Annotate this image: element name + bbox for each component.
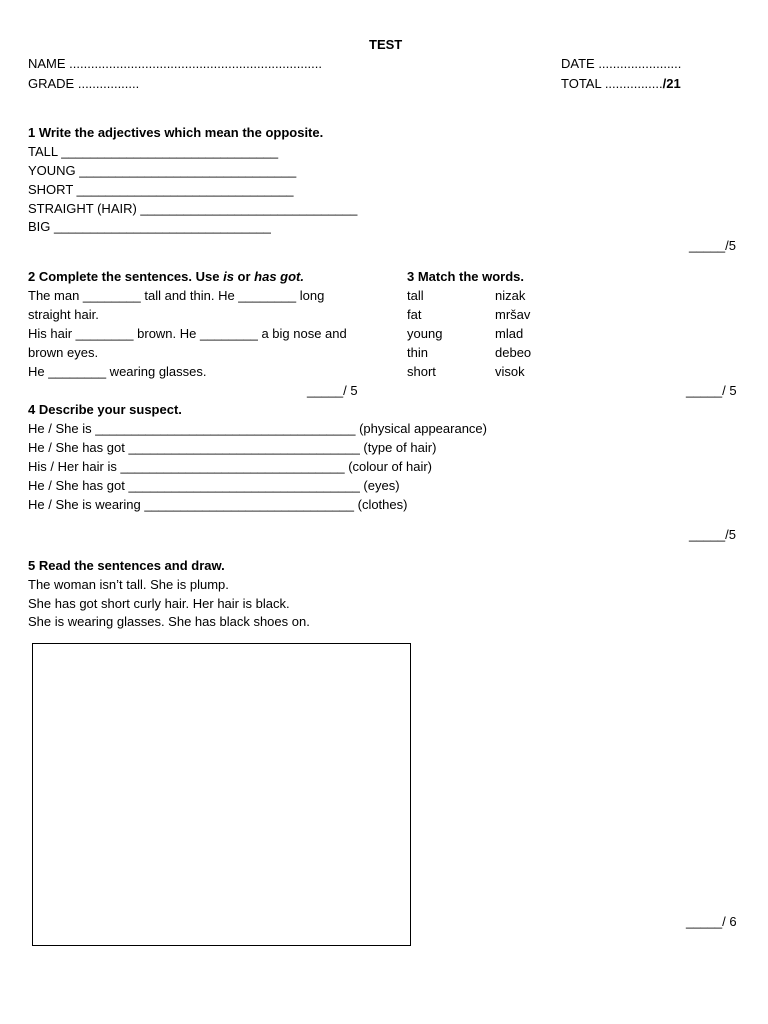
section1-line: STRAIGHT (HAIR) ______________________________: [28, 201, 358, 216]
total-value: /21: [662, 76, 681, 91]
total-field: [561, 76, 681, 92]
section2-line: straight hair.: [28, 307, 99, 322]
section1-score: _____/5: [689, 238, 736, 253]
drawing-box[interactable]: [32, 643, 411, 946]
section2-line: brown eyes.: [28, 345, 99, 360]
section2-heading-is: is: [223, 269, 234, 284]
total-prefix: TOTAL ................: [561, 76, 663, 91]
test-title: TEST: [369, 37, 403, 52]
match-right-word: mršav: [495, 307, 531, 322]
match-left-word: thin: [407, 345, 428, 360]
section2-score: _____/ 5: [307, 383, 358, 398]
section5-line: The woman isn’t tall. She is plump.: [28, 577, 229, 592]
section3-score: _____/ 5: [686, 383, 737, 398]
section5-line: She has got short curly hair. Her hair is black.: [28, 596, 290, 611]
section1-line: YOUNG ______________________________: [28, 163, 297, 178]
section5-score: _____/ 6: [686, 914, 737, 929]
section4-line: He / She is wearing _____________________________ (clothes): [28, 497, 408, 512]
match-left-word: tall: [407, 288, 424, 303]
match-left-word: fat: [407, 307, 422, 322]
section4-heading: 4 Describe your suspect.: [28, 402, 182, 417]
section4-line: He / She is ____________________________________ (physical appearance): [28, 421, 487, 436]
section2-line: He ________ wearing glasses.: [28, 364, 207, 379]
section4-line: He / She has got ________________________________ (type of hair): [28, 440, 437, 455]
section2-heading-hasgot: has got.: [254, 269, 304, 284]
match-right-word: mlad: [495, 326, 524, 341]
section2-heading-start: 2 Complete the sentences. Use: [28, 269, 224, 284]
section2-heading: [28, 269, 304, 285]
section4-line: His / Her hair is _______________________________ (colour of hair): [28, 459, 433, 474]
section2-line: The man ________ tall and thin. He ________ long: [28, 288, 325, 303]
match-right-word: visok: [495, 364, 525, 379]
section2-heading-or: or: [233, 269, 255, 284]
section1-heading: 1 Write the adjectives which mean the opposite.: [28, 125, 324, 140]
match-right-word: nizak: [495, 288, 526, 303]
match-left-word: young: [407, 326, 443, 341]
section3-heading: 3 Match the words.: [407, 269, 525, 284]
section2-line: His hair ________ brown. He ________ a big nose and: [28, 326, 347, 341]
section4-score: _____/5: [689, 527, 736, 542]
section5-line: She is wearing glasses. She has black shoes on.: [28, 614, 310, 629]
grade-field: GRADE .................: [28, 76, 140, 91]
section1-line: SHORT ______________________________: [28, 182, 294, 197]
match-right-word: debeo: [495, 345, 532, 360]
date-field: DATE .......................: [561, 56, 682, 71]
section1-line: TALL ______________________________: [28, 144, 279, 159]
name-field: NAME ......................................................................: [28, 56, 322, 71]
match-left-word: short: [407, 364, 436, 379]
section5-heading: 5 Read the sentences and draw.: [28, 558, 225, 573]
section1-line: BIG ______________________________: [28, 219, 271, 234]
section4-line: He / She has got ________________________________ (eyes): [28, 478, 400, 493]
